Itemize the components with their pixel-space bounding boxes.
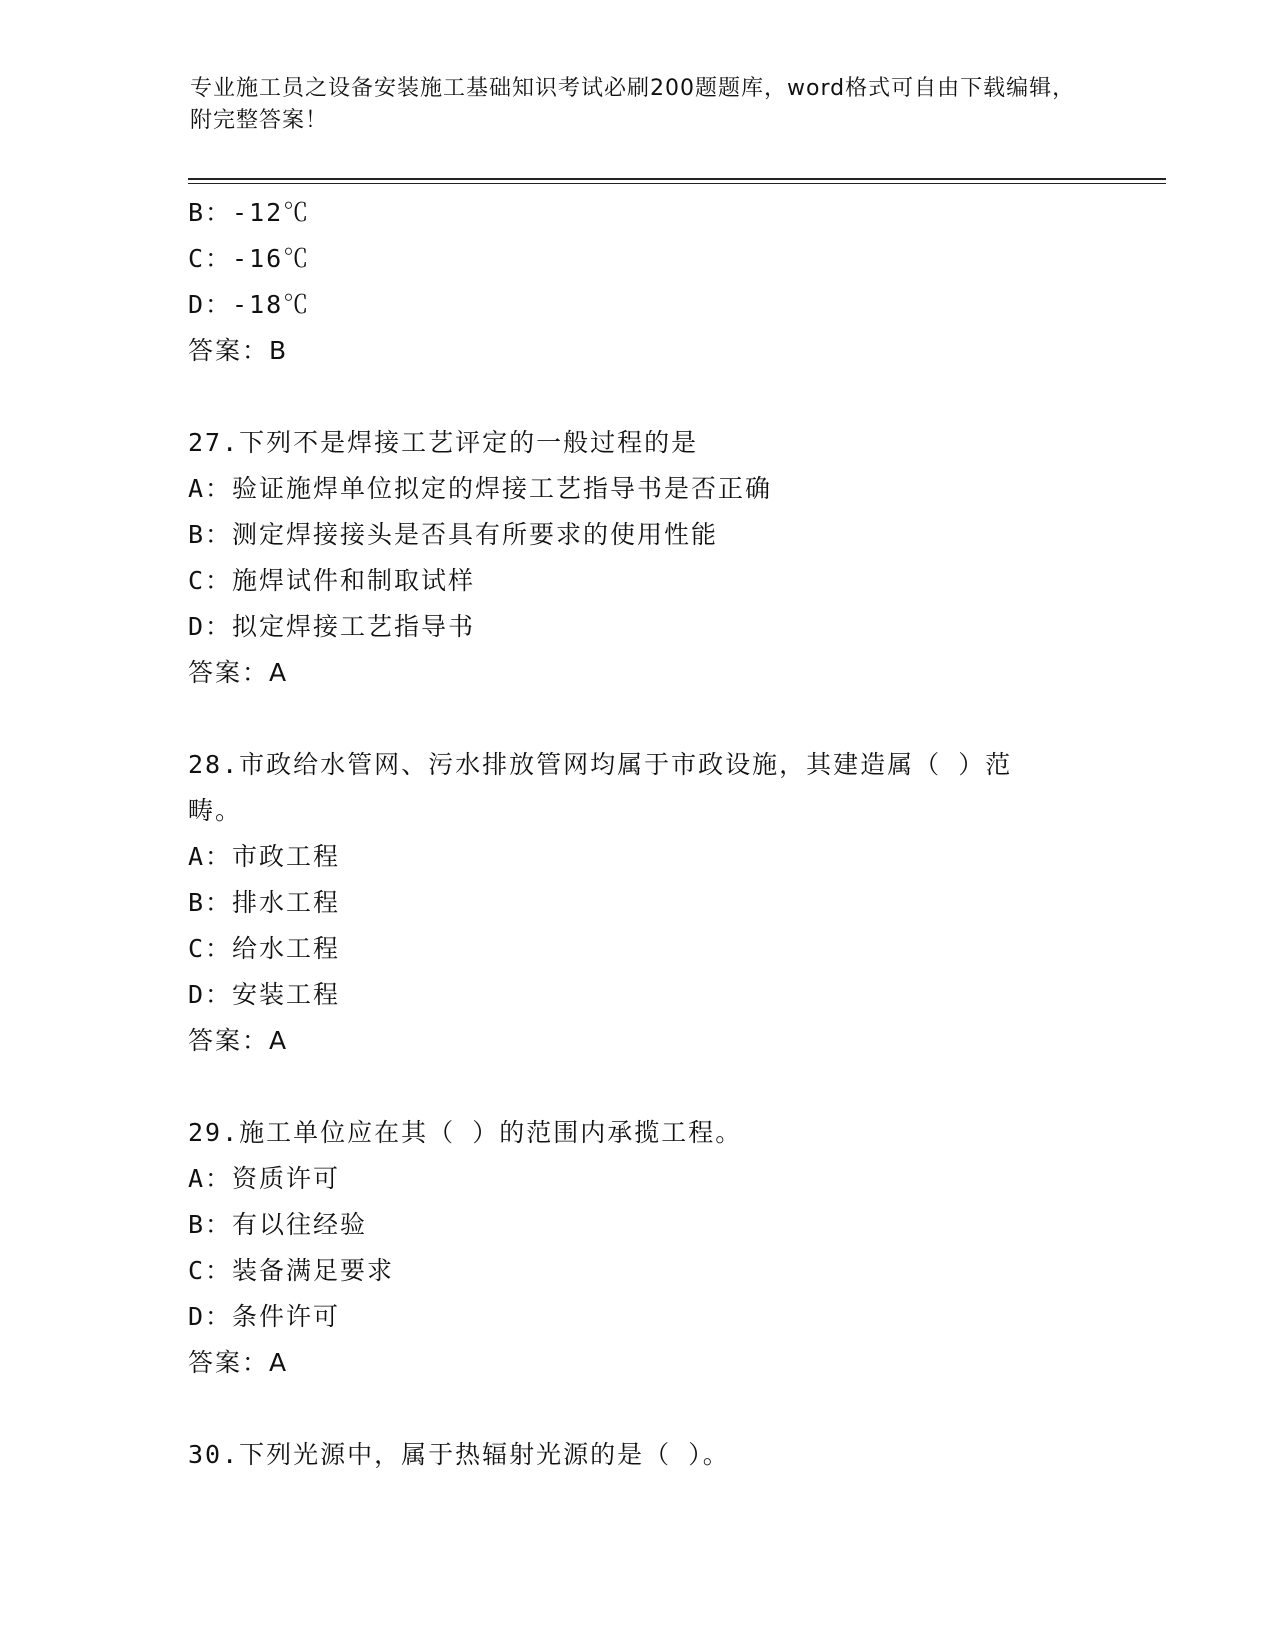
option-a: A：资质许可 bbox=[188, 1164, 341, 1193]
option-a: A：验证施焊单位拟定的焊接工艺指导书是否正确 bbox=[188, 474, 773, 503]
option-b: B：测定焊接接头是否具有所要求的使用性能 bbox=[188, 520, 719, 549]
option-d: D：拟定焊接工艺指导书 bbox=[188, 612, 476, 641]
question-text-line2: 畴。 bbox=[188, 796, 243, 825]
option-d: D：-18℃ bbox=[188, 290, 311, 319]
spacer bbox=[188, 1064, 1168, 1110]
question-text-line1: 28.市政给水管网、污水排放管网均属于市政设施，其建造属（ ）范 bbox=[188, 750, 1013, 779]
option-c: C：施焊试件和制取试样 bbox=[188, 566, 476, 595]
answer-line: 答案：A bbox=[188, 658, 289, 687]
answer-line: 答案：A bbox=[188, 1348, 289, 1377]
question-29 bbox=[188, 1110, 1168, 1386]
option-c: C：给水工程 bbox=[188, 934, 341, 963]
question-text: 30.下列光源中，属于热辐射光源的是（ ）。 bbox=[188, 1440, 730, 1469]
spacer bbox=[188, 696, 1168, 742]
header-rule-thick bbox=[188, 178, 1166, 180]
option-a: A：市政工程 bbox=[188, 842, 341, 871]
question-list bbox=[188, 190, 1168, 1478]
answer-line: 答案：A bbox=[188, 1026, 289, 1055]
question-text: 27.下列不是焊接工艺评定的一般过程的是 bbox=[188, 428, 699, 457]
option-b: B：-12℃ bbox=[188, 198, 311, 227]
option-c: C：装备满足要求 bbox=[188, 1256, 395, 1285]
answer-line: 答案：B bbox=[188, 336, 289, 365]
question-26-continuation bbox=[188, 190, 1168, 374]
question-28 bbox=[188, 742, 1168, 1064]
question-30 bbox=[188, 1432, 1168, 1478]
question-text: 29.施工单位应在其（ ）的范围内承揽工程。 bbox=[188, 1118, 743, 1147]
option-b: B：排水工程 bbox=[188, 888, 341, 917]
header-rule-thin bbox=[188, 183, 1166, 184]
spacer bbox=[188, 374, 1168, 420]
question-27 bbox=[188, 420, 1168, 696]
option-d: D：安装工程 bbox=[188, 980, 341, 1009]
option-c: C：-16℃ bbox=[188, 244, 311, 273]
spacer bbox=[188, 1386, 1168, 1432]
header-title: 专业施工员之设备安装施工基础知识考试必刷200题题库，word格式可自由下载编辑，附完整答案！ bbox=[190, 76, 1076, 133]
option-b: B：有以往经验 bbox=[188, 1210, 368, 1239]
option-d: D：条件许可 bbox=[188, 1302, 341, 1331]
document-header bbox=[190, 73, 1090, 137]
